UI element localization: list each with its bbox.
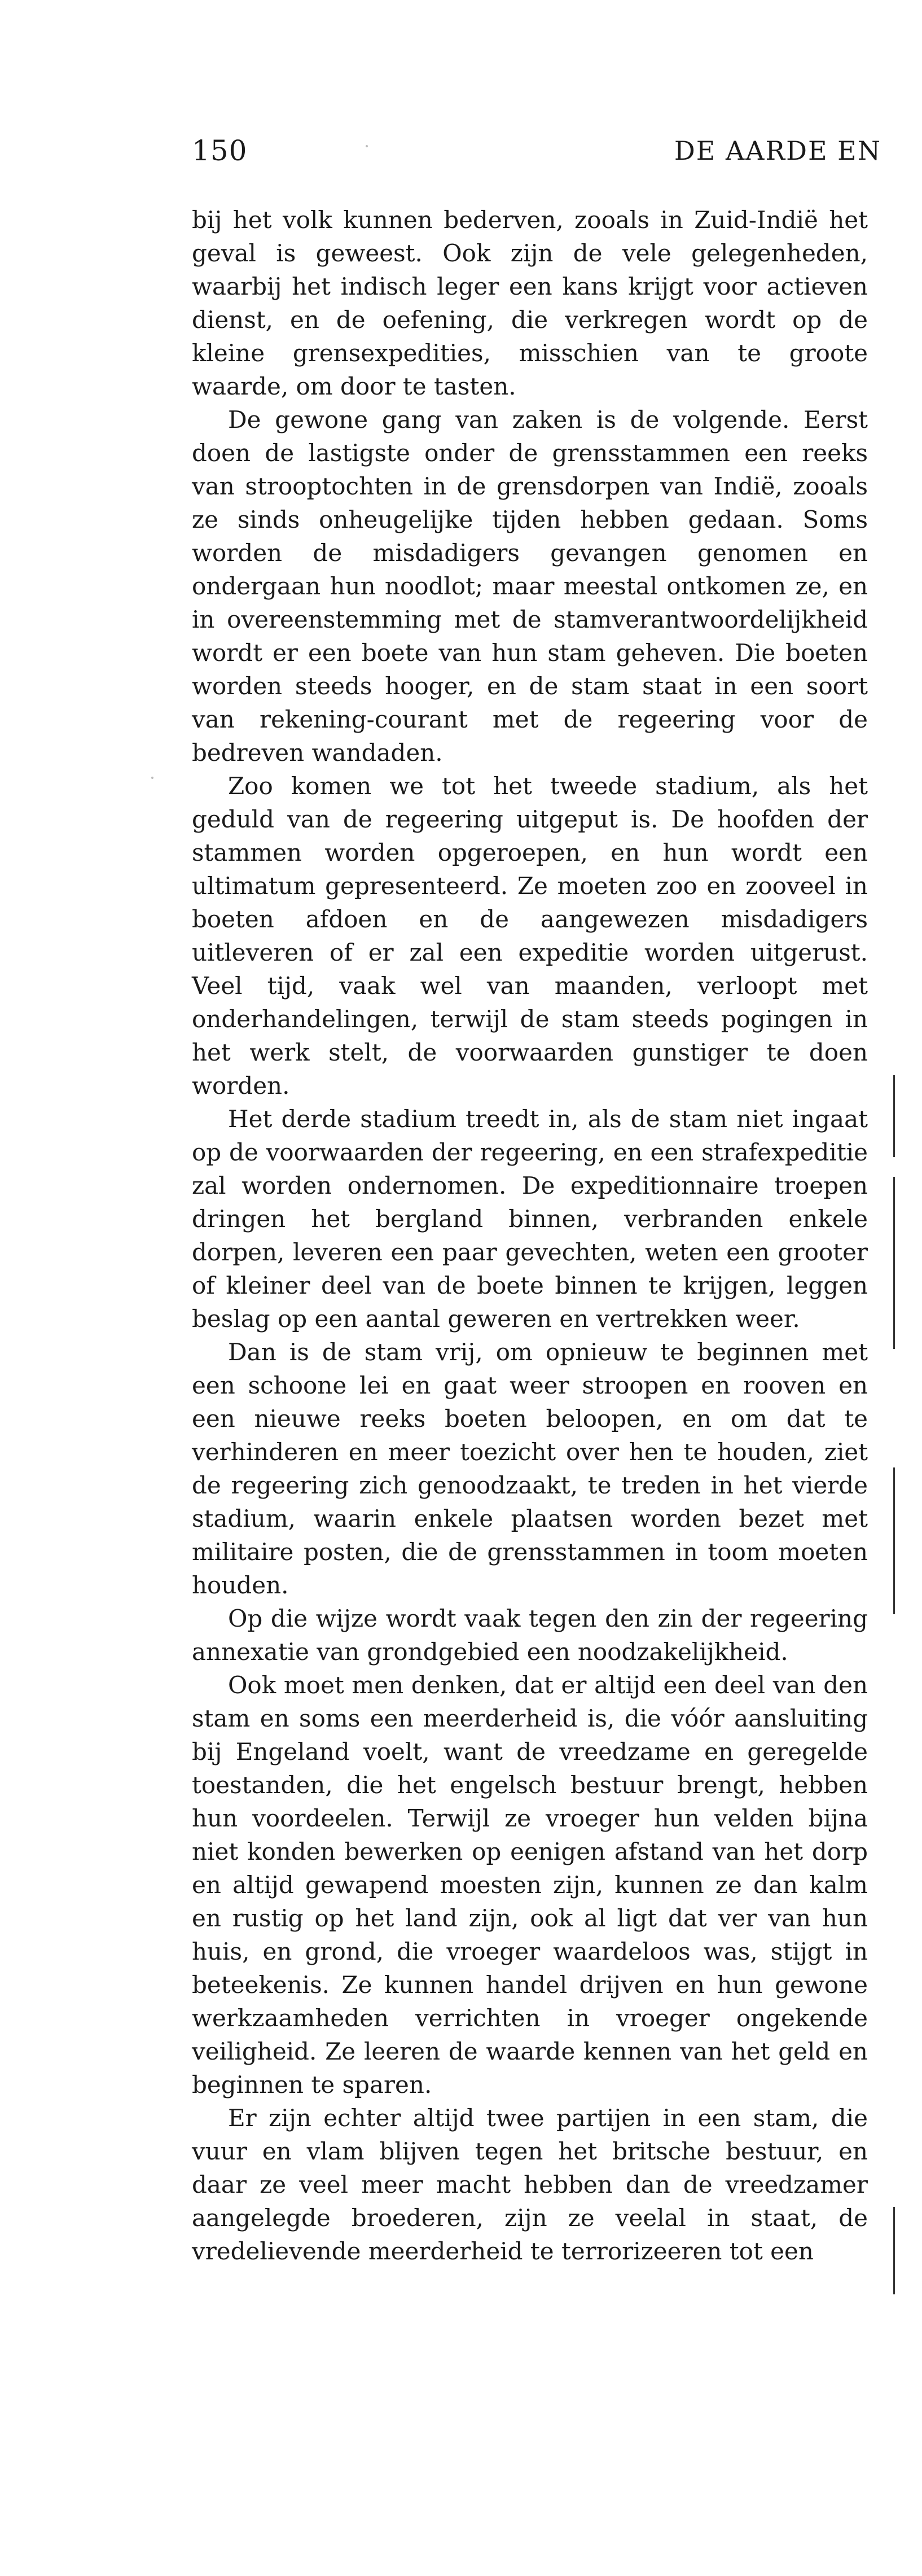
margin-rule-2 xyxy=(893,1177,895,1349)
margin-rule-1 xyxy=(893,1075,895,1157)
paragraph-4: Het derde stadium treedt in, als de stam niet ingaat op de voorwaarden der regeering, en een strafexpeditie zal worden ondernomen. De expeditionnaire troepen dringen het bergland binnen, verbranden enkele dorpen, leveren een paar gevechten, weten een grooter of kleiner deel van de boete binnen te krijgen, leggen beslag op een aantal geweren en vertrekken weer. xyxy=(192,1105,868,1333)
paragraph-6: Op die wijze wordt vaak tegen den zin der regeering annexatie van grondgebied een noodzakelijkheid. xyxy=(192,1605,868,1666)
paragraph-1: bij het volk kunnen bederven, zooals in Zuid-Indië het geval is geweest. Ook zijn de vele gelegenheden, waarbij het indisch leger een kans krijgt voor actieven dienst, en de oefening, die verkregen wordt op de kleine grensexpedities, misschien van te groote waarde, om door te tasten. xyxy=(192,206,868,400)
page-header xyxy=(192,131,881,170)
scan-speck xyxy=(366,145,368,147)
paragraph-5: Dan is de stam vrij, om opnieuw te beginnen met een schoone lei en gaat weer stroopen en rooven en een nieuwe reeks boeten beloopen, en om dat te verhinderen en meer toezicht over hen te houden, ziet de regeering zich genoodzaakt, te treden in het vierde stadium, waarin enkele plaatsen worden bezet met militaire posten, die de grensstammen in toom moeten houden. xyxy=(192,1338,868,1599)
page-number: 150 xyxy=(192,134,248,167)
scan-speck xyxy=(151,777,153,779)
paragraph-8: Er zijn echter altijd twee partijen in een stam, die vuur en vlam blijven tegen het britsche bestuur, en daar ze veel meer macht hebben dan de vreedzamer aangelegde broederen, zijn ze veelal in staat, de vredelievende meerderheid te terrorizeeren tot een xyxy=(192,2104,868,2265)
margin-rule-3 xyxy=(893,1467,895,1614)
paragraph-3: Zoo komen we tot het tweede stadium, als het geduld van de regeering uitgeput is. De hoofden der stammen worden opgeroepen, en hun wordt een ultimatum gepresenteerd. Ze moeten zoo en zooveel in boeten afdoen en de aangewezen misdadigers uitleveren of er zal een expeditie worden uitgerust. Veel tijd, vaak wel van maanden, verloopt met onderhandelingen, terwijl de stam steeds pogingen in het werk stelt, de voorwaarden gunstiger te doen worden. xyxy=(192,772,868,1099)
running-head: DE AARDE EN xyxy=(674,135,881,166)
margin-rule-4 xyxy=(893,2207,895,2294)
paragraph-7: Ook moet men denken, dat er altijd een deel van den stam en soms een meerderheid is, die vóór aansluiting bij Engeland voelt, want de vreedzame en geregelde toestanden, die het engelsch bestuur brengt, hebben hun voordeelen. Terwijl ze vroeger hun velden bijna niet konden bewerken op eenigen afstand van het dorp en altijd gewapend moesten zijn, kunnen ze dan kalm en rustig op het land zijn, ook al ligt dat ver van hun huis, en grond, die vroeger waardeloos was, stijgt in beteekenis. Ze kunnen handel drijven en hun gewone werkzaamheden verrichten in vroeger ongekende veiligheid. Ze leeren de waarde kennen van het geld en beginnen te sparen. xyxy=(192,1671,868,2099)
paragraph-2: De gewone gang van zaken is de volgende. Eerst doen de lastigste onder de grensstammen een reeks van strooptochten in de grensdorpen van Indië, zooals ze sinds onheugelijke tijden hebben gedaan. Soms worden de misdadigers gevangen genomen en ondergaan hun noodlot; maar meestal ontkomen ze, en in overeenstemming met de stamverantwoordelijkheid wordt er een boete van hun stam geheven. Die boeten worden steeds hooger, en de stam staat in een soort van rekening-courant met de regeering voor de bedreven wandaden. xyxy=(192,406,868,766)
text-body xyxy=(192,203,868,2268)
